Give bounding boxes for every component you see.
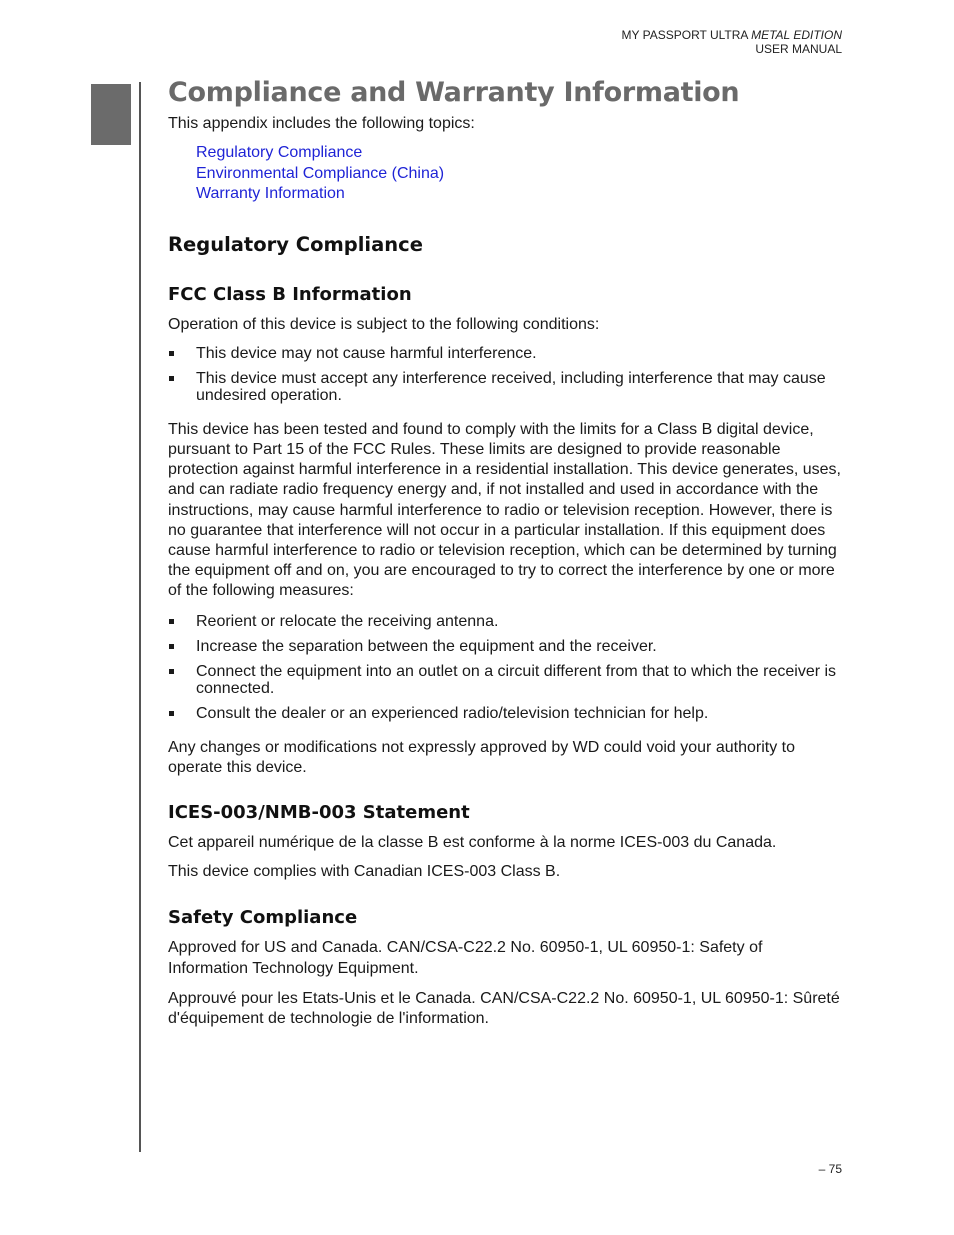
safety-french: Approuvé pour les Etats-Unis et le Canada. CAN/CSA-C22.2 No. 60950-1, UL 60950-1: Sûreté d'équipement de technologie de l'information. bbox=[168, 989, 840, 1027]
chapter-title: Compliance and Warranty Information bbox=[168, 77, 740, 108]
topic-link-warranty[interactable]: Warranty Information bbox=[196, 185, 345, 202]
topic-link-environmental[interactable]: Environmental Compliance (China) bbox=[196, 164, 445, 182]
product-edition: METAL EDITION bbox=[751, 28, 842, 42]
regulatory-heading: Regulatory Compliance bbox=[168, 232, 423, 256]
bullet-icon bbox=[169, 644, 174, 649]
bullet-icon bbox=[169, 351, 174, 356]
topic-item bbox=[196, 143, 844, 164]
topic-item bbox=[196, 164, 844, 185]
fcc-conditions bbox=[168, 345, 844, 404]
bullet-icon bbox=[169, 669, 174, 674]
manual-label: USER MANUAL bbox=[755, 42, 842, 56]
ices-heading: ICES-003/NMB-003 Statement bbox=[168, 801, 470, 823]
list-item-text: This device must accept any interference received, including interference that may cause undesired operation. bbox=[196, 369, 826, 404]
bullet-icon bbox=[169, 619, 174, 624]
list-item bbox=[168, 345, 844, 362]
list-item bbox=[168, 613, 844, 630]
bullet-icon bbox=[169, 376, 174, 381]
bullet-icon bbox=[169, 711, 174, 716]
topic-link-regulatory[interactable]: Regulatory Compliance bbox=[196, 144, 363, 161]
product-name: MY PASSPORT ULTRA bbox=[621, 28, 752, 42]
fcc-paragraph: This device has been tested and found to comply with the limits for a Class B digital device, pursuant to Part 15 of the FCC Rules. These limits are designed to provide reasonable protection against harmful interference in a residential installation. This device generates, uses, and can radiate radio frequency energy and, if not installed and used in accordance with the instructions, may cause harmful interference to radio or television reception. However, there is no guarantee that interference will not occur in a particular installation. If this equipment does cause harmful interference to radio or television reception, which can be determined by turning the equipment off and on, you are encouraged to try to correct the interference by one or more of the following measures: bbox=[168, 420, 841, 600]
fcc-measures bbox=[168, 613, 844, 722]
page-content bbox=[168, 76, 844, 1029]
running-header bbox=[621, 28, 842, 56]
page-number: – 75 bbox=[818, 1162, 842, 1176]
fcc-changes-note: Any changes or modifications not expressly approved by WD could void your authority to operate this device. bbox=[168, 738, 795, 776]
list-item-text: Reorient or relocate the receiving antenna. bbox=[196, 612, 499, 630]
ices-french: Cet appareil numérique de la classe B est conforme à la norme ICES-003 du Canada. bbox=[168, 833, 777, 851]
list-item bbox=[168, 663, 844, 697]
list-item-text: This device may not cause harmful interference. bbox=[196, 344, 537, 362]
list-item bbox=[168, 370, 844, 404]
list-item-text: Increase the separation between the equipment and the receiver. bbox=[196, 637, 657, 655]
list-item-text: Connect the equipment into an outlet on a circuit different from that to which the receiver is connected. bbox=[196, 662, 837, 697]
topic-links bbox=[196, 143, 844, 205]
ices-english: This device complies with Canadian ICES-003 Class B. bbox=[168, 863, 561, 881]
fcc-intro: Operation of this device is subject to the following conditions: bbox=[168, 315, 600, 333]
fcc-heading: FCC Class B Information bbox=[168, 283, 412, 305]
chapter-intro: This appendix includes the following topics: bbox=[168, 115, 475, 132]
topic-item bbox=[196, 184, 844, 205]
margin-rule bbox=[139, 82, 141, 1152]
safety-english: Approved for US and Canada. CAN/CSA-C22.2 No. 60950-1, UL 60950-1: Safety of Information Technology Equipment. bbox=[168, 939, 763, 977]
list-item bbox=[168, 705, 844, 722]
list-item-text: Consult the dealer or an experienced radio/television technician for help. bbox=[196, 704, 709, 722]
chapter-tab bbox=[91, 84, 131, 145]
list-item bbox=[168, 638, 844, 655]
safety-heading: Safety Compliance bbox=[168, 907, 358, 929]
